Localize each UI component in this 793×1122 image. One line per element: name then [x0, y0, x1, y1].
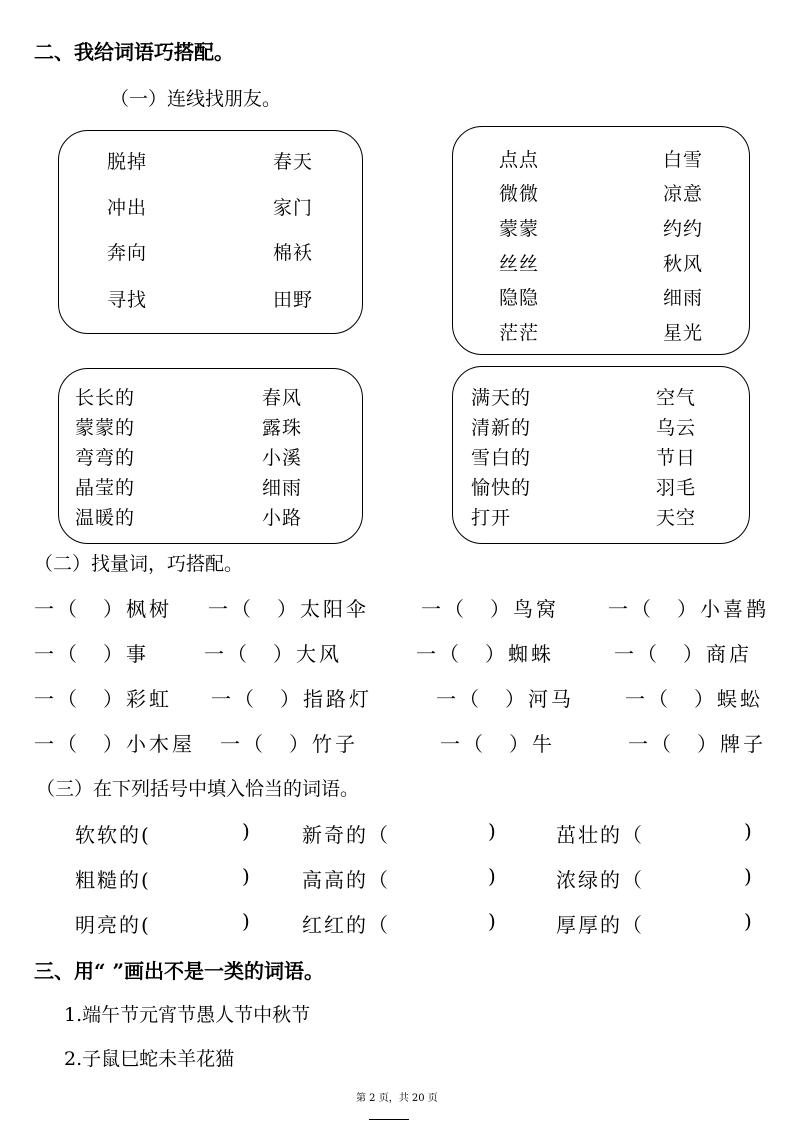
word-item[interactable]: 细雨: [262, 477, 303, 499]
measure-word-item[interactable]: 一（ ）牌子: [628, 732, 766, 756]
close-paren: ): [744, 909, 754, 933]
fill-blank-item[interactable]: 浓绿的（: [556, 868, 644, 892]
word-item[interactable]: 愉快的: [471, 477, 532, 499]
subsection-title-1: （一）连线找朋友。: [110, 88, 282, 110]
fill-blank-item[interactable]: 厚厚的（: [556, 913, 644, 937]
measure-word-item[interactable]: 一（ ）蜘蛛: [416, 642, 554, 666]
word-item[interactable]: 棉袄: [273, 242, 314, 264]
measure-word-item[interactable]: 一（ ）事: [34, 642, 149, 666]
measure-word-row: [34, 638, 764, 668]
close-paren: ): [242, 819, 252, 843]
word-item[interactable]: 蒙蒙: [499, 218, 540, 240]
word-item[interactable]: 家门: [273, 197, 314, 219]
word-item[interactable]: 冲出: [107, 197, 148, 219]
section-title: 三、用“ ”画出不是一类的词语。: [34, 959, 324, 983]
word-item[interactable]: 隐隐: [499, 287, 540, 309]
measure-word-row: [34, 593, 769, 623]
measure-word-item[interactable]: 一（ ）蜈蚣: [625, 687, 763, 711]
footer-divider: [369, 1119, 409, 1120]
word-item[interactable]: 蒙蒙的: [75, 417, 136, 439]
close-paren: ): [242, 909, 252, 933]
subsection-title-2: （二）找量词，巧搭配。: [34, 553, 244, 575]
measure-word-item[interactable]: 一（ ）小木屋: [34, 732, 195, 756]
word-item[interactable]: 茫茫: [499, 322, 540, 344]
measure-word-item[interactable]: 一（ ）太阳伞: [208, 597, 369, 621]
word-item[interactable]: 节日: [656, 447, 697, 469]
measure-word-item[interactable]: 一（ ）彩虹: [34, 687, 172, 711]
measure-word-row: [34, 728, 764, 758]
word-item[interactable]: 清新的: [471, 417, 532, 439]
close-paren: ): [744, 864, 754, 888]
measure-word-item[interactable]: 一（ ）大风: [204, 642, 342, 666]
word-item[interactable]: 长长的: [75, 387, 136, 409]
word-item[interactable]: 打开: [471, 507, 512, 529]
word-item[interactable]: 春天: [273, 151, 314, 173]
word-item[interactable]: 点点: [499, 149, 540, 171]
word-item[interactable]: 细雨: [663, 287, 704, 309]
word-item[interactable]: 凉意: [663, 183, 704, 205]
measure-word-item[interactable]: 一（ ）小喜鹊: [608, 597, 769, 621]
measure-word-item[interactable]: 一（ ）鸟窝: [421, 597, 559, 621]
list-item: 2.子鼠巳蛇未羊花猫: [64, 1048, 235, 1070]
word-item[interactable]: 乌云: [656, 417, 697, 439]
measure-word-item[interactable]: 一（ ）指路灯: [211, 687, 372, 711]
word-item[interactable]: 小溪: [262, 447, 303, 469]
word-item[interactable]: 羽毛: [656, 477, 697, 499]
measure-word-item[interactable]: 一（ ）牛: [440, 732, 555, 756]
word-item[interactable]: 约约: [663, 218, 704, 240]
match-box-2: [452, 126, 750, 355]
measure-word-row: [34, 683, 764, 713]
word-item[interactable]: 满天的: [471, 387, 532, 409]
word-item[interactable]: 春风: [262, 387, 303, 409]
word-item[interactable]: 温暖的: [75, 507, 136, 529]
page-number: 第 2 页，共 20 页: [356, 1093, 438, 1104]
word-item[interactable]: 弯弯的: [75, 447, 136, 469]
subsection-title-3: （三）在下列括号中填入恰当的词语。: [36, 778, 360, 800]
section-title: 二、我给词语巧搭配。: [34, 40, 234, 64]
word-item[interactable]: 天空: [656, 507, 697, 529]
match-box-1: [58, 130, 363, 334]
measure-word-item[interactable]: 一（ ）河马: [436, 687, 574, 711]
measure-word-item[interactable]: 一（ ）竹子: [220, 732, 358, 756]
list-item: 1.端午节元宵节愚人节中秋节: [64, 1004, 311, 1026]
word-item[interactable]: 露珠: [262, 417, 303, 439]
measure-word-item[interactable]: 一（ ）商店: [614, 642, 752, 666]
match-box-3: [58, 368, 363, 544]
fill-blank-item[interactable]: 软软的(: [75, 823, 151, 847]
close-paren: ): [242, 864, 252, 888]
fill-blank-item[interactable]: 明亮的(: [75, 913, 151, 937]
word-item[interactable]: 微微: [499, 183, 540, 205]
fill-blank-item[interactable]: 新奇的（: [302, 823, 390, 847]
close-paren: ): [744, 819, 754, 843]
word-item[interactable]: 丝丝: [499, 253, 540, 275]
word-item[interactable]: 小路: [262, 507, 303, 529]
fill-blank-item[interactable]: 粗糙的(: [75, 868, 151, 892]
word-item[interactable]: 奔向: [107, 242, 148, 264]
close-paren: ): [488, 819, 498, 843]
fill-blank-item[interactable]: 高高的（: [302, 868, 390, 892]
match-box-4: [452, 366, 750, 544]
word-item[interactable]: 星光: [663, 322, 704, 344]
word-item[interactable]: 田野: [273, 289, 314, 311]
word-item[interactable]: 晶莹的: [75, 477, 136, 499]
word-item[interactable]: 秋风: [663, 253, 704, 275]
close-paren: ): [488, 909, 498, 933]
fill-blank-item[interactable]: 红红的（: [302, 913, 390, 937]
close-paren: ): [488, 864, 498, 888]
word-item[interactable]: 白雪: [663, 149, 704, 171]
word-item[interactable]: 雪白的: [471, 447, 532, 469]
word-item[interactable]: 脱掉: [107, 151, 148, 173]
measure-word-item[interactable]: 一（ ）枫树: [34, 597, 172, 621]
word-item[interactable]: 寻找: [107, 289, 148, 311]
word-item[interactable]: 空气: [656, 387, 697, 409]
fill-blank-item[interactable]: 茁壮的（: [556, 823, 644, 847]
